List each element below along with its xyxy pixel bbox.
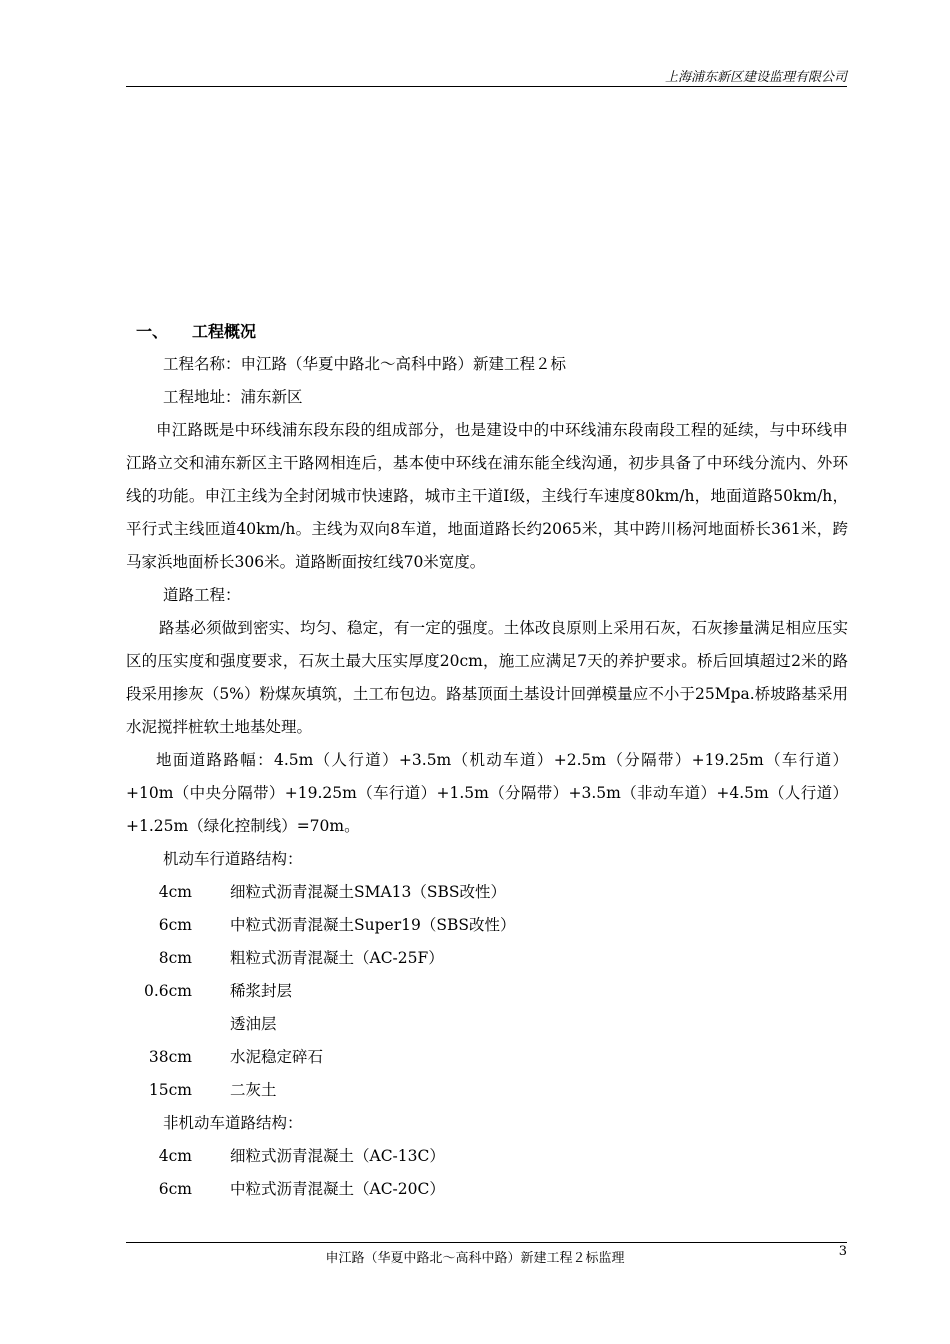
- layer-material: 水泥稳定碎石: [230, 1048, 324, 1066]
- motor-structure-heading: 机动车行道路结构：: [163, 850, 303, 868]
- layer-material: 透油层: [230, 1015, 277, 1033]
- footer-title: 申江路（华夏中路北～高科中路）新建工程２标监理: [325, 1251, 625, 1266]
- document-body: [126, 315, 848, 1206]
- layer-thickness: 0.6cm: [143, 982, 192, 1000]
- layer-material: 细粒式沥青混凝土SMA13（SBS改性）: [230, 883, 507, 901]
- layer-material: 中粒式沥青混凝土Super19（SBS改性）: [230, 916, 516, 934]
- layer-material: 粗粒式沥青混凝土（AC-25F）: [230, 949, 444, 967]
- layer-material: 中粒式沥青混凝土（AC-20C）: [230, 1180, 445, 1198]
- motor-layer-row: [126, 942, 848, 975]
- motor-layer-row: [126, 975, 848, 1008]
- layer-thickness: 4cm: [158, 883, 192, 901]
- layer-thickness: 38cm: [148, 1048, 192, 1066]
- motor-layer-row: [126, 1074, 848, 1107]
- header-company-name: 上海浦东新区建设监理有限公司: [664, 70, 847, 85]
- layer-thickness: 8cm: [158, 949, 192, 967]
- motor-layer-row: [126, 1041, 848, 1074]
- layer-material: 二灰土: [230, 1081, 277, 1099]
- overview-paragraph: 申江路既是中环线浦东段东段的组成部分，也是建设中的中环线浦东段南段工程的延续，与中环线申江路立交和浦东新区主干路网相连后，基本使中环线在浦东能全线沟通，初步具备了中环线分流内、外环线的功能。申江主线为全封闭城市快速路，城市主干道Ⅰ级，主线行车速度80km/h，地面道路50km/h，平行式主线匝道40km/h。主线为双向8车道，地面道路长约2065米，其中跨川杨河地面桥长361米，跨马家浜地面桥长306米。道路断面按红线70米宽度。: [126, 421, 848, 571]
- nonmotor-layer-row: [126, 1140, 848, 1173]
- section-number: 一、: [136, 322, 169, 341]
- layer-thickness: 6cm: [158, 916, 192, 934]
- page-number: 3: [838, 1244, 847, 1259]
- layer-material: 稀浆封层: [230, 982, 293, 1000]
- motor-layer-row: [126, 876, 848, 909]
- motor-layer-row: [126, 1008, 848, 1041]
- layer-material: 细粒式沥青混凝土（AC-13C）: [230, 1147, 445, 1165]
- nonmotor-layer-row: [126, 1173, 848, 1206]
- layer-thickness: 4cm: [158, 1147, 192, 1165]
- section-title: 工程概况: [192, 322, 257, 341]
- subgrade-paragraph: 路基必须做到密实、均匀、稳定，有一定的强度。土体改良原则上采用石灰，石灰掺量满足相应压实区的压实度和强度要求，石灰土最大压实厚度20cm，施工应满足7天的养护要求。桥后回填超过2米的路段采用掺灰（5%）粉煤灰填筑，土工布包边。路基顶面土基设计回弹模量应不小于25Mpa.桥坡路基采用水泥搅拌桩软土地基处理。: [126, 619, 849, 736]
- layer-thickness: 6cm: [158, 1180, 192, 1198]
- nonmotor-structure-heading: 非机动车道路结构：: [163, 1114, 303, 1132]
- project-address: 工程地址：浦东新区: [163, 388, 303, 406]
- layer-thickness: 15cm: [148, 1081, 192, 1099]
- road-works-heading: 道路工程：: [163, 586, 241, 604]
- footer-rule: [126, 1242, 847, 1243]
- project-name: 工程名称：申江路（华夏中路北～高科中路）新建工程２标: [163, 355, 567, 373]
- header-rule: [126, 86, 847, 87]
- motor-layer-row: [126, 909, 848, 942]
- road-width-paragraph: 地面道路路幅：4.5m（人行道）+3.5m（机动车道）+2.5m（分隔带）+19.25m（车行道）+10m（中央分隔带）+19.25m（车行道）+1.5m（分隔带）+3.5m（非动车道）+4.5m（人行道）+1.25m（绿化控制线）=70m。: [126, 751, 848, 835]
- section-heading: [136, 315, 848, 348]
- layer-thickness: [126, 1008, 192, 1041]
